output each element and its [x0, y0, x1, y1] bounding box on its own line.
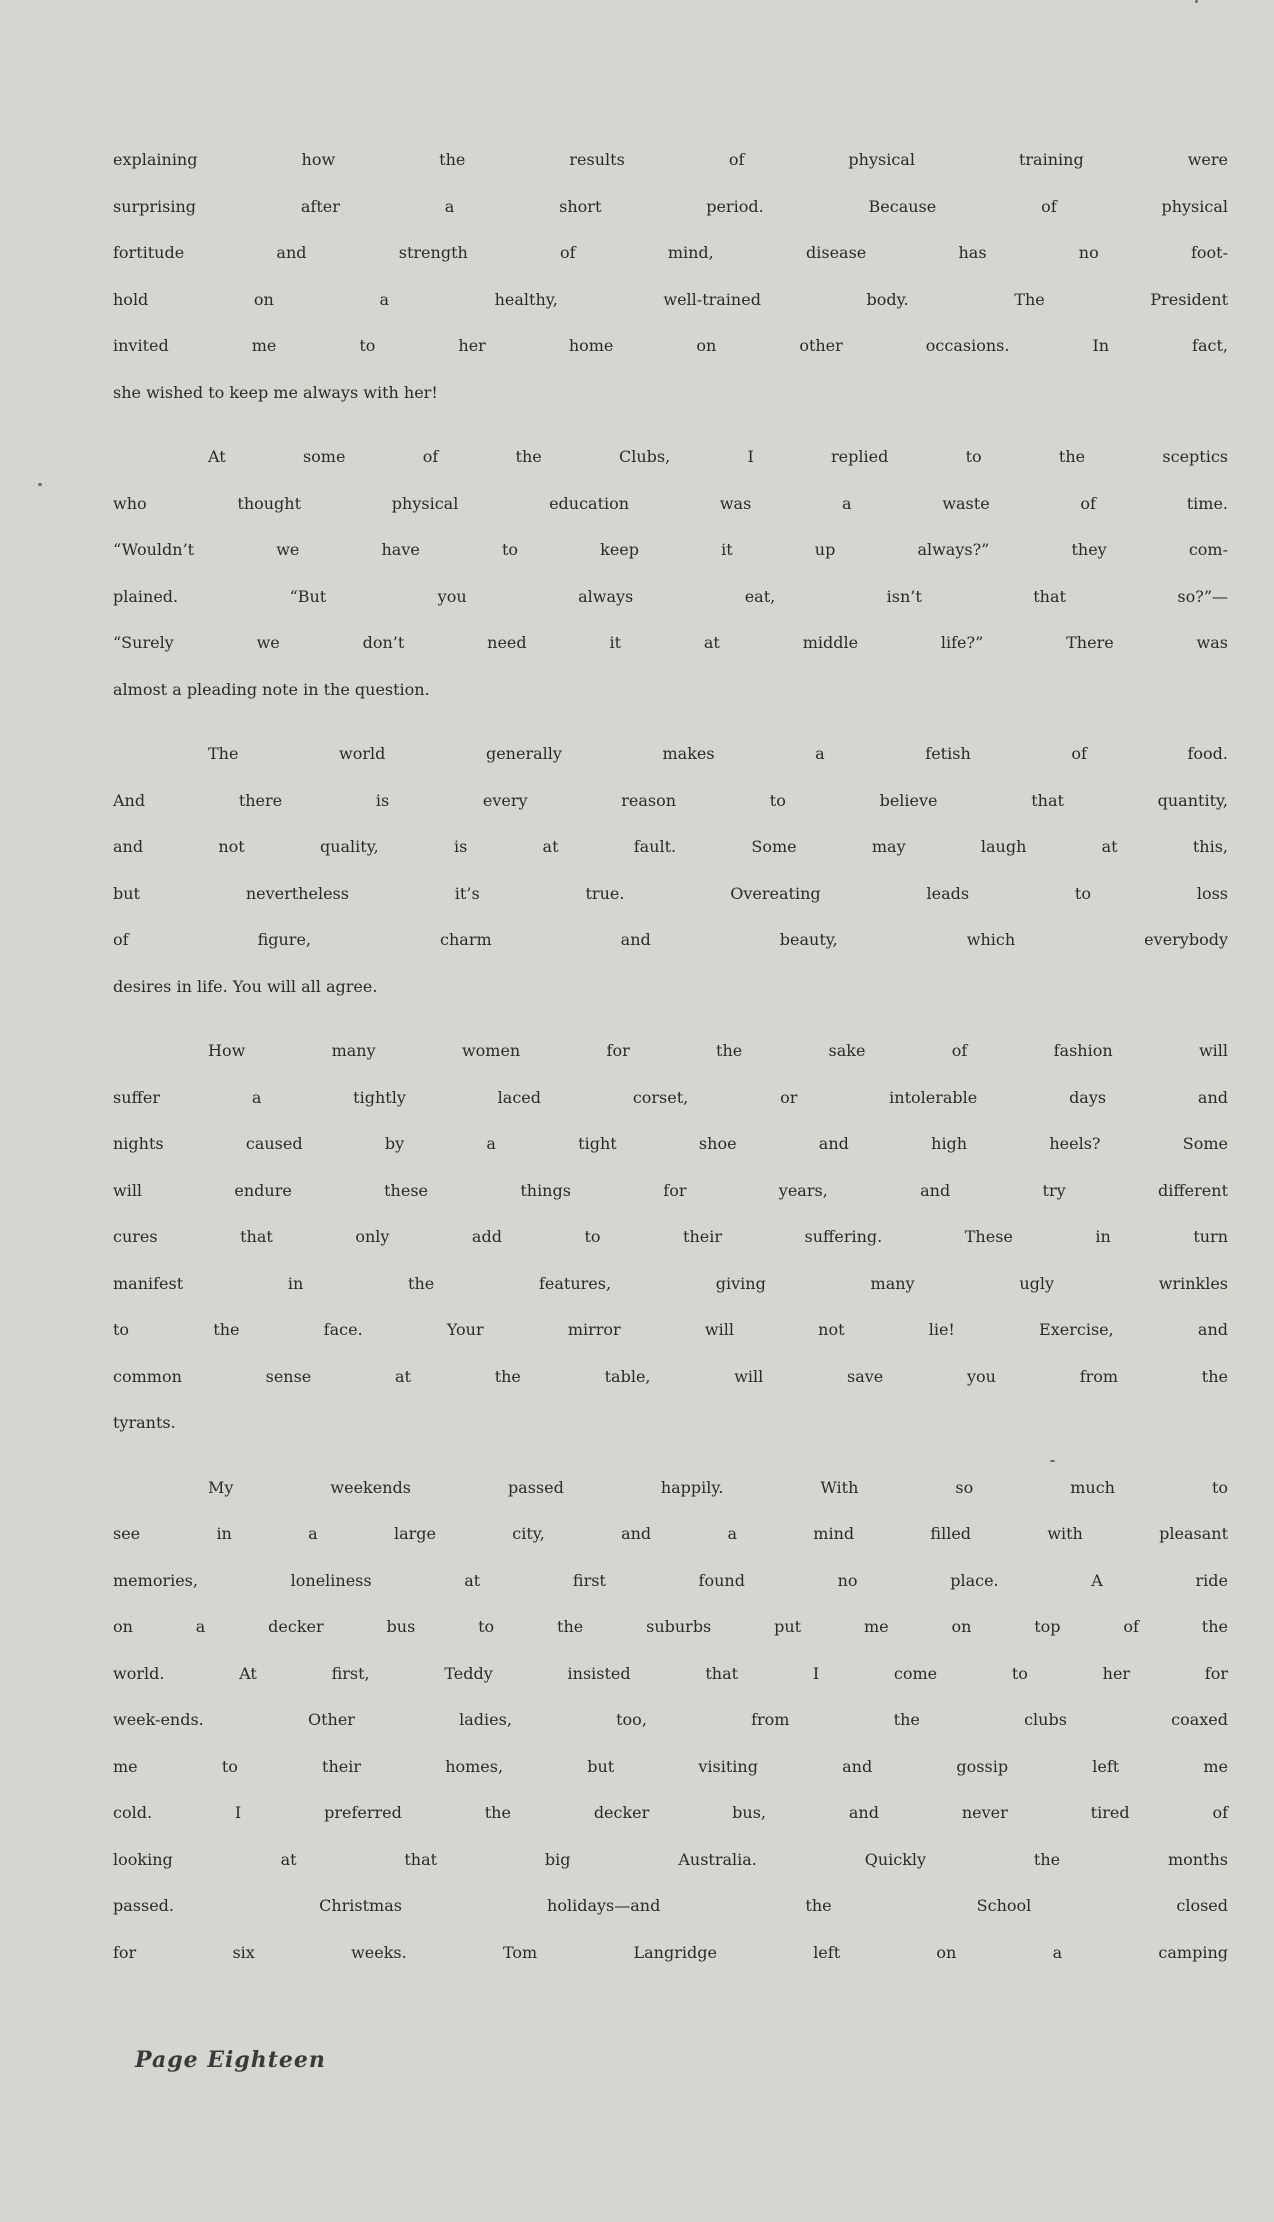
text-line: looking at that big Australia. Quickly the months [113, 1849, 1228, 1869]
text-line: almost a pleading note in the question. [113, 679, 430, 699]
text-line: invited me to her home on other occasions. In fact, [113, 336, 1228, 355]
text-line: memories, loneliness at first found no place. A ride [113, 1570, 1228, 1590]
text-line: and not quality, is at fault. Some may laugh at this, [113, 837, 1228, 856]
text-line: she wished to keep me always with her! [113, 382, 438, 402]
text-line: manifest in the features, giving many ugly wrinkles [113, 1273, 1228, 1293]
paragraph [113, 447, 1228, 726]
paragraph [113, 150, 1228, 429]
text-line: on a decker bus to the suburbs put me on top of the [113, 1617, 1228, 1636]
text-line: me to their homes, but visiting and gossip left me [113, 1756, 1228, 1776]
paragraph [113, 744, 1228, 1023]
text-line: plained. “But you always eat, isn’t that so?”— [113, 586, 1228, 606]
text-line: explaining how the results of physical training were [113, 150, 1228, 169]
text-line: suffer a tightly laced corset, or intolerable days and [113, 1087, 1228, 1107]
text-line: How many women for the sake of fashion will [208, 1041, 1228, 1060]
text-line: common sense at the table, will save you from the [113, 1366, 1228, 1386]
text-line: but nevertheless it’s true. Overeating leads to loss [113, 883, 1228, 903]
text-line: tyrants. [113, 1413, 176, 1432]
page-number-footer: Page Eighteen [135, 2047, 326, 2073]
text-line: At some of the Clubs, I replied to the sceptics [208, 447, 1228, 466]
text-line: hold on a healthy, well-trained body. The President [113, 289, 1228, 309]
text-line: passed. Christmas holidays—and the School closed [113, 1896, 1228, 1915]
text-line: week-ends. Other ladies, too, from the clubs coaxed [113, 1710, 1228, 1729]
text-line: And there is every reason to believe that quantity, [113, 790, 1228, 810]
paper-speck [1195, 0, 1198, 3]
text-line: “Wouldn’t we have to keep it up always?” they com- [113, 540, 1228, 559]
text-line: world. At first, Teddy insisted that I come to her for [113, 1663, 1228, 1683]
text-line: My weekends passed happily. With so much to [208, 1477, 1228, 1497]
text-line: nights caused by a tight shoe and high heels? Some [113, 1134, 1228, 1153]
paragraph [113, 1478, 1228, 1990]
text-line: surprising after a short period. Because of physical [113, 196, 1228, 216]
text-line: The world generally makes a fetish of food. [208, 744, 1228, 763]
text-line: cures that only add to their suffering. These in turn [113, 1227, 1228, 1246]
text-line: who thought physical education was a waste of time. [113, 493, 1228, 513]
text-line: for six weeks. Tom Langridge left on a camping [113, 1942, 1228, 1962]
text-line: of figure, charm and beauty, which everybody [113, 930, 1228, 949]
text-line: to the face. Your mirror will not lie! Exercise, and [113, 1320, 1228, 1339]
text-line: cold. I preferred the decker bus, and never tired of [113, 1803, 1228, 1822]
text-line: desires in life. You will all agree. [113, 976, 378, 996]
body-text [113, 150, 1228, 1989]
text-line: fortitude and strength of mind, disease has no foot- [113, 243, 1228, 262]
text-line: see in a large city, and a mind filled with pleasant [113, 1524, 1228, 1543]
text-line: “Surely we don’t need it at middle life?” There was [113, 633, 1228, 652]
text-line: will endure these things for years, and try different [113, 1180, 1228, 1200]
paper-speck [38, 483, 42, 486]
paragraph [113, 1041, 1228, 1460]
paper-speck [1050, 1460, 1055, 1462]
